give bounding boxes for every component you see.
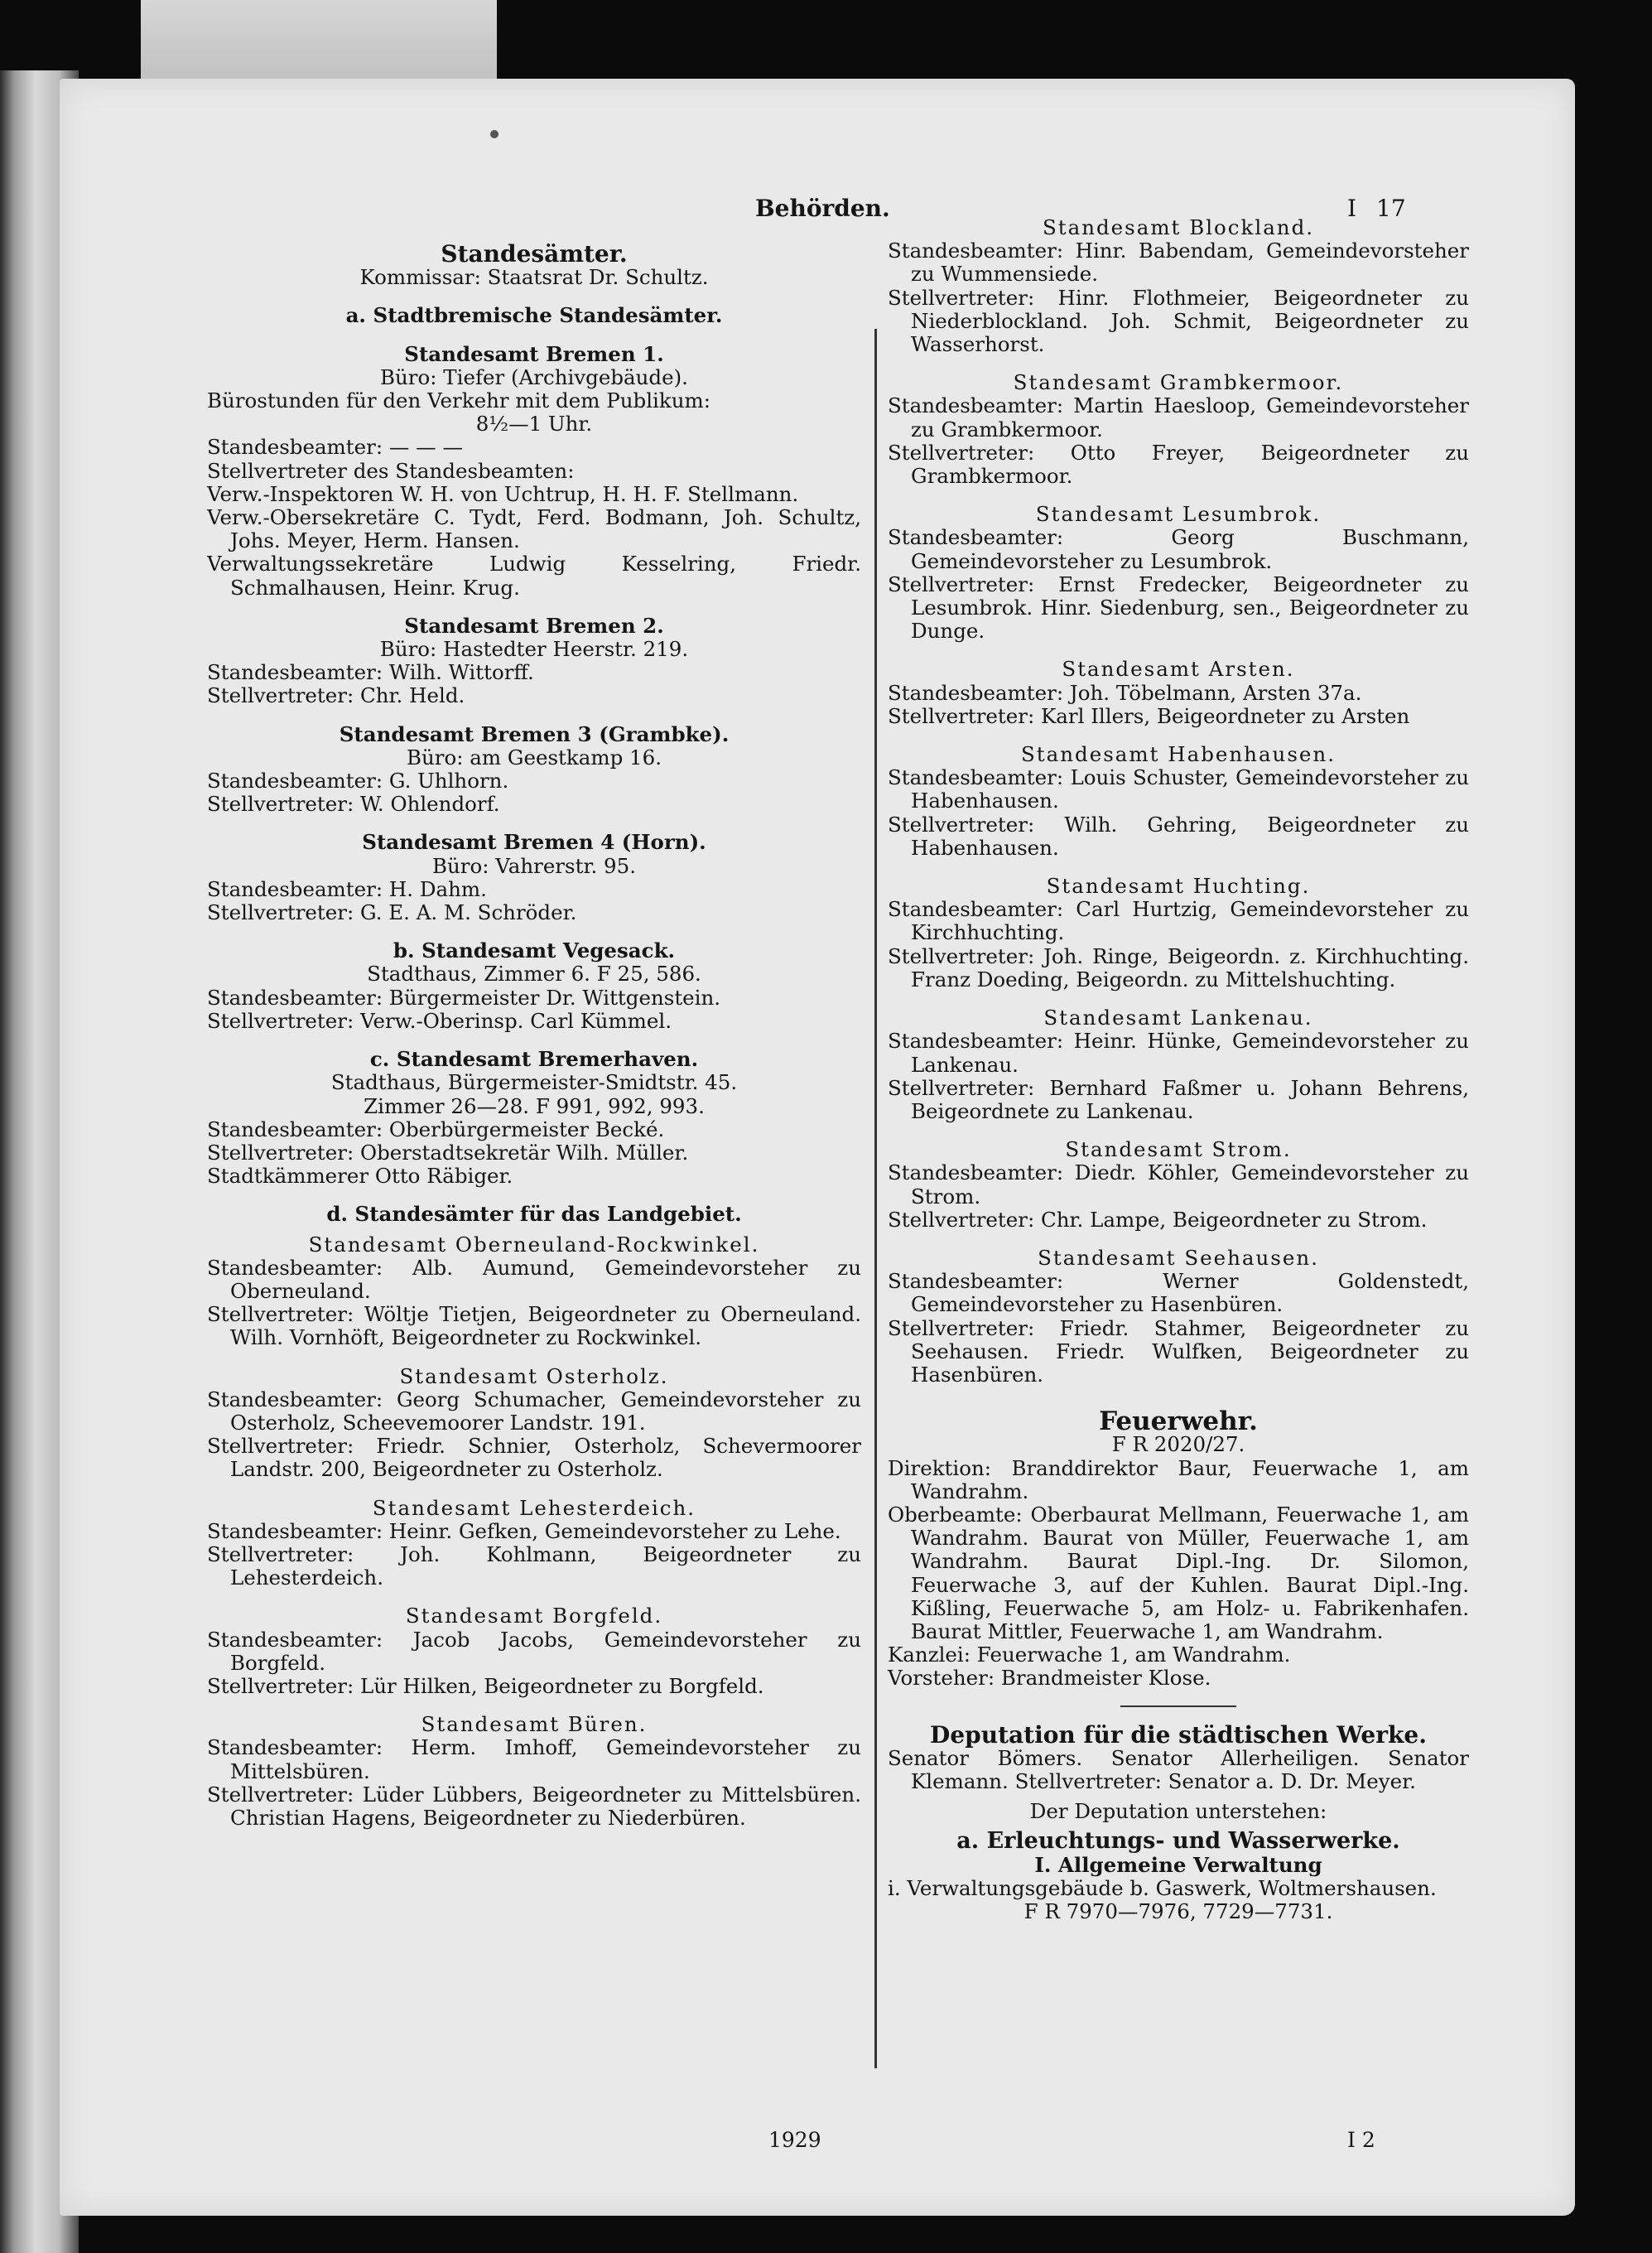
phone-number: F R 7970—7976, 7729—7731. — [1023, 1899, 1333, 1923]
deputy: Stellvertreter: Lüder Lübbers, Beigeordneter zu Mittelsbüren. Christian Hagens, Beigeordneter zu Niederbüren. — [207, 1782, 861, 1830]
deputy-heading: Stellvertreter des Standesbeamten: — [207, 458, 575, 483]
deputation-note: Der Deputation unterstehen: — [1029, 1799, 1327, 1824]
page-number: 17 — [1376, 195, 1406, 222]
deputy: Stellvertreter: G. E. A. M. Schröder. — [207, 900, 577, 925]
footer-year: 1929 — [768, 2128, 821, 2152]
registrar: Standesbeamter: Joh. Töbelmann, Arsten 37a. — [888, 680, 1362, 705]
registrar: Standesbeamter: H. Dahm. — [207, 876, 487, 901]
office-title: Standesamt Lankenau. — [1043, 1006, 1313, 1030]
deputy: Stellvertreter: Friedr. Schnier, Osterholz, Schevermoorer Landstr. 200, Beigeordneter zu Osterholz. — [207, 1434, 861, 1482]
deputy: Stellvertreter: Ernst Fredecker, Beigeordneter zu Lesumbrok. Hinr. Siedenburg, sen., Beigeordneter zu Dunge. — [888, 572, 1469, 644]
deputy: Stellvertreter: Friedr. Stahmer, Beigeordneter zu Seehausen. Friedr. Wulfken, Beigeordneter zu Hasenbüren. — [888, 1315, 1469, 1387]
deputy: Stellvertreter: Wilh. Gehring, Beigeordneter zu Habenhausen. — [888, 812, 1469, 860]
column-rule — [874, 329, 877, 2068]
office-title: Standesamt Habenhausen. — [1021, 742, 1336, 767]
office-title: Standesamt Bremen 1. — [404, 341, 664, 366]
subsection-title: a. Stadtbremische Standesämter. — [345, 303, 723, 328]
deputy: Stellvertreter: Lür Hilken, Beigeordneter zu Borgfeld. — [207, 1673, 764, 1698]
deputy-entry: Verw.-Obersekretäre C. Tydt, Ferd. Bodmann, Joh. Schultz, Johs. Meyer, Herm. Hansen. — [207, 505, 861, 553]
chancery: Kanzlei: Feuerwache 1, am Wandrahm. — [888, 1643, 1291, 1667]
deputy-entry: Verwaltungssekretäre Ludwig Kesselring, Friedr. Schmalhausen, Heinr. Krug. — [207, 552, 861, 600]
subsection-title: I. Allgemeine Verwaltung — [1034, 1852, 1322, 1877]
page-section: I — [1347, 195, 1357, 222]
registrar: Standesbeamter: Alb. Aumund, Gemeindevorsteher zu Oberneuland. — [207, 1255, 861, 1303]
office-hours: Bürostunden für den Verkehr mit dem Publikum: — [207, 388, 710, 413]
registrar: Standesbeamter: Louis Schuster, Gemeindevorsteher zu Habenhausen. — [888, 765, 1469, 813]
section-divider — [1120, 1705, 1236, 1707]
registrar: Standesbeamter: Bürgermeister Dr. Wittgenstein. — [207, 985, 721, 1010]
deputy-entry: Verw.-Inspektoren W. H. von Uchtrup, H. H. F. Stellmann. — [207, 481, 799, 506]
office-address: Büro: Tiefer (Archivgebäude). — [380, 364, 688, 389]
office-title: Standesamt Seehausen. — [1038, 1245, 1319, 1270]
kommissar-line: Kommissar: Staatsrat Dr. Schultz. — [359, 265, 709, 290]
senior-officers: Oberbeamte: Oberbaurat Mellmann, Feuerwache 1, am Wandrahm. Baurat von Müller, Feuerwache 1, am Wandrahm. Baurat Dipl.-Ing. Dr. Silomon, Feuerwache 3, auf der Kuhlen. Baurat Dipl.-Ing. Kißling, Feuerwache 5, am Holz- u. Fabrikenhafen. Baurat Mittler, Feuerwache 1, am Wandrahm. — [888, 1502, 1469, 1643]
office-address: Büro: Vahrerstr. 95. — [431, 853, 637, 878]
page-dot — [490, 130, 498, 138]
office-address: Zimmer 26—28. F 991, 992, 993. — [364, 1093, 705, 1118]
office-title: Standesamt Oberneuland-Rockwinkel. — [308, 1232, 760, 1257]
admin-building: i. Verwaltungsgebäude b. Gaswerk, Woltmershausen. — [888, 1875, 1437, 1900]
office-address: Stadthaus, Bürgermeister-Smidtstr. 45. — [330, 1070, 738, 1095]
office-hours-time: 8½—1 Uhr. — [475, 412, 593, 437]
deputy: Stellvertreter: Joh. Ringe, Beigeordn. z. Kirchhuchting. Franz Doeding, Beigeordn. zu Mittelshuchting. — [888, 943, 1469, 991]
footer-signature: I 2 — [1347, 2128, 1375, 2152]
deputy: Stellvertreter: Otto Freyer, Beigeordneter zu Grambkermoor. — [888, 440, 1469, 489]
registrar: Standesbeamter: Werner Goldenstedt, Gemeindevorsteher zu Hasenbüren. — [888, 1269, 1469, 1317]
office-title: Standesamt Bremen 3 (Grambke). — [339, 721, 730, 746]
registrar: Standesbeamter: Wilh. Wittorff. — [207, 660, 534, 685]
office-title: Standesamt Lehesterdeich. — [372, 1495, 696, 1520]
office-title: Standesamt Osterholz. — [399, 1363, 669, 1388]
office-title: Standesamt Lesumbrok. — [1035, 502, 1322, 527]
registrar: Standesbeamter: Georg Schumacher, Gemeindevorsteher zu Osterholz, Scheevemoorer Landstr. 191. — [207, 1387, 861, 1435]
deputy: Stellvertreter: Wöltje Tietjen, Beigeordneter zu Oberneuland. Wilh. Vornhöft, Beigeordneter zu Rockwinkel. — [207, 1302, 861, 1350]
section-title: Deputation für die städtischen Werke. — [930, 1720, 1427, 1749]
office-title: Standesamt Bremen 4 (Horn). — [362, 830, 706, 855]
deputy: Stellvertreter: W. Ohlendorf. — [207, 792, 500, 817]
left-column — [207, 228, 861, 1830]
phone-number: F R 2020/27. — [1111, 1432, 1245, 1457]
registrar: Standesbeamter: Carl Hurtzig, Gemeindevorsteher zu Kirchhuchting. — [888, 897, 1469, 945]
document-page — [60, 79, 1575, 2216]
section-title: Standesämter. — [441, 240, 628, 268]
office-title: Standesamt Büren. — [421, 1712, 648, 1737]
deputy: Stellvertreter: Verw.-Oberinsp. Carl Kümmel. — [207, 1008, 672, 1033]
deputy: Stellvertreter: Karl Illers, Beigeordneter zu Arsten — [888, 703, 1410, 728]
deputy: Stellvertreter: Hinr. Flothmeier, Beigeordneter zu Niederblockland. Joh. Schmit, Beigeordneter zu Wasserhorst. — [888, 285, 1469, 357]
office-title: Standesamt Huchting. — [1046, 874, 1311, 899]
deputy: Stellvertreter: Chr. Held. — [207, 683, 465, 708]
section-title: Feuerwehr. — [1099, 1406, 1258, 1437]
subsection-title: d. Standesämter für das Landgebiet. — [326, 1202, 742, 1227]
office-title: Standesamt Strom. — [1065, 1137, 1292, 1162]
deputy: Stellvertreter: Oberstadtsekretär Wilh. Müller. — [207, 1140, 689, 1165]
treasurer: Stadtkämmerer Otto Räbiger. — [207, 1164, 513, 1189]
office-address: Stadthaus, Zimmer 6. F 25, 586. — [367, 962, 701, 987]
office-title: Standesamt Bremen 2. — [404, 613, 664, 638]
deputy: Stellvertreter: Bernhard Faßmer u. Johann Behrens, Beigeordnete zu Lankenau. — [888, 1075, 1469, 1123]
registrar: Standesbeamter: Jacob Jacobs, Gemeindevorsteher zu Borgfeld. — [207, 1627, 861, 1675]
subsection-title: a. Erleuchtungs- und Wasserwerke. — [956, 1828, 1400, 1855]
registrar: Standesbeamter: Georg Buschmann, Gemeindevorsteher zu Lesumbrok. — [888, 525, 1469, 573]
deputation-members: Senator Bömers. Senator Allerheiligen. Senator Klemann. Stellvertreter: Senator a. D. Dr. Meyer. — [888, 1745, 1469, 1793]
office-title: Standesamt Grambkermoor. — [1013, 370, 1344, 395]
chief: Vorsteher: Brandmeister Klose. — [888, 1666, 1211, 1691]
registrar: Standesbeamter: Herm. Imhoff, Gemeindevorsteher zu Mittelsbüren. — [207, 1735, 861, 1783]
running-header-title: Behörden. — [755, 195, 890, 222]
registrar: Standesbeamter: Diedr. Köhler, Gemeindevorsteher zu Strom. — [888, 1160, 1469, 1209]
office-address: Büro: am Geestkamp 16. — [406, 745, 662, 769]
registrar: Standesbeamter: Hinr. Babendam, Gemeindevorsteher zu Wummensiede. — [888, 239, 1469, 287]
directorate: Direktion: Branddirektor Baur, Feuerwache 1, am Wandrahm. — [888, 1455, 1469, 1503]
office-title: b. Standesamt Vegesack. — [393, 938, 676, 963]
deputy: Stellvertreter: Joh. Kohlmann, Beigeordneter zu Lehesterdeich. — [207, 1541, 861, 1590]
office-title: Standesamt Arsten. — [1062, 657, 1295, 682]
office-title: Standesamt Borgfeld. — [405, 1604, 663, 1628]
office-address: Büro: Hastedter Heerstr. 219. — [379, 637, 689, 662]
registrar: Standesbeamter: Oberbürgermeister Becké. — [207, 1117, 665, 1141]
deputy: Stellvertreter: Chr. Lampe, Beigeordneter zu Strom. — [888, 1207, 1428, 1232]
office-title: Standesamt Blockland. — [1042, 215, 1315, 239]
registrar: Standesbeamter: Martin Haesloop, Gemeindevorsteher zu Grambkermoor. — [888, 393, 1469, 441]
registrar: Standesbeamter: Heinr. Gefken, Gemeindevorsteher zu Lehe. — [207, 1518, 841, 1543]
office-title: c. Standesamt Bremerhaven. — [369, 1047, 699, 1072]
right-column — [888, 215, 1469, 1923]
registrar: Standesbeamter: Heinr. Hünke, Gemeindevorsteher zu Lankenau. — [888, 1029, 1469, 1077]
registrar: Standesbeamter: — — — — [207, 435, 463, 460]
registrar: Standesbeamter: G. Uhlhorn. — [207, 769, 509, 794]
